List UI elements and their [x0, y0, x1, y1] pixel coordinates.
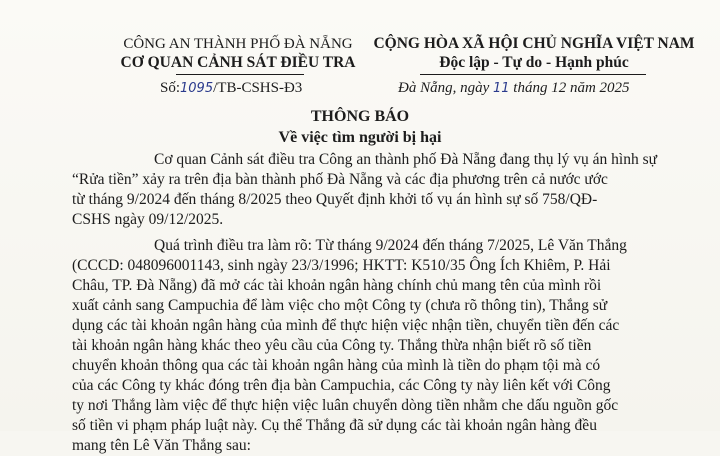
- body-line: số tiền vi phạm pháp luật này. Cụ thể Thắng đã sử dụng các tài khoản ngân hàng đều: [72, 417, 597, 434]
- place-date-prefix: Đà Nẵng, ngày: [398, 80, 490, 96]
- body-line: Quá trình điều tra làm rõ: Từ tháng 9/2024 đến tháng 7/2025, Lê Văn Thắng: [154, 237, 627, 254]
- place-date: [398, 80, 630, 97]
- agency-name: CÔNG AN THÀNH PHỐ ĐÀ NẴNG: [123, 36, 353, 52]
- document-subtitle: Về việc tìm người bị hại: [278, 129, 442, 146]
- document-title: THÔNG BÁO: [310, 108, 410, 125]
- body-line: “Rửa tiền” xảy ra trên địa bàn thành phố Đà Nẵng và các địa phương trên cả nước ước: [72, 171, 608, 188]
- unit-name: CƠ QUAN CẢNH SÁT ĐIỀU TRA: [120, 54, 356, 71]
- body-line: Châu, TP. Đà Nẵng) đã mở các tài khoản ngân hàng chính chủ mang tên của mình rồi: [72, 277, 602, 294]
- place-date-day: 11: [493, 81, 510, 96]
- body-line: (CCCD: 048096001143, sinh ngày 23/3/1996; HKTT: K510/35 Ông Ích Khiêm, P. Hải: [72, 257, 611, 274]
- document-body: [72, 150, 710, 456]
- unit-underline: [176, 74, 304, 75]
- body-line: dụng các tài khoản ngân hàng của mình để thực hiện việc nhận tiền, chuyển tiền đến các: [72, 317, 620, 334]
- paragraph-1: [72, 150, 710, 230]
- motto-underline: [420, 74, 646, 75]
- document-number-handwritten: 1095: [180, 81, 214, 96]
- document-number-prefix: Số:: [160, 80, 181, 96]
- national-motto: Độc lập - Tự do - Hạnh phúc: [439, 54, 629, 71]
- document-number-suffix: /TB-CSHS-Đ3: [213, 80, 303, 96]
- document-number: [160, 80, 302, 97]
- place-date-suffix: tháng 12 năm 2025: [513, 80, 630, 96]
- body-line: Cơ quan Cảnh sát điều tra Công an thành phố Đà Nẵng đang thụ lý vụ án hình sự: [154, 151, 658, 168]
- body-line: CSHS ngày 09/12/2025.: [72, 211, 224, 228]
- body-line: tài khoản ngân hàng khác theo yêu cầu của Công ty. Thắng thừa nhận biết rõ số tiền: [72, 337, 592, 354]
- body-line: ty nơi Thắng làm việc để thực hiện việc luân chuyển dòng tiền nhằm che dấu nguồn gốc: [72, 397, 619, 414]
- body-line: của các Công ty khác đóng trên địa bàn Campuchia, các Công ty này liên kết với Công: [72, 377, 611, 394]
- body-line: mang tên Lê Văn Thắng sau:: [72, 437, 251, 454]
- paragraph-2: [72, 236, 710, 456]
- nation-heading: CỘNG HÒA XÃ HỘI CHỦ NGHĨA VIỆT NAM: [373, 35, 695, 52]
- body-line: từ tháng 9/2024 đến tháng 8/2025 theo Quyết định khởi tố vụ án hình sự số 758/QĐ-: [72, 191, 598, 208]
- body-line: chuyển khoản thông qua các tài khoản ngân hàng của mình là tiền do phạm tội mà có: [72, 357, 601, 374]
- body-line: xuất cảnh sang Campuchia để làm việc cho một Công ty (chưa rõ thông tin), Thắng sử: [72, 297, 608, 314]
